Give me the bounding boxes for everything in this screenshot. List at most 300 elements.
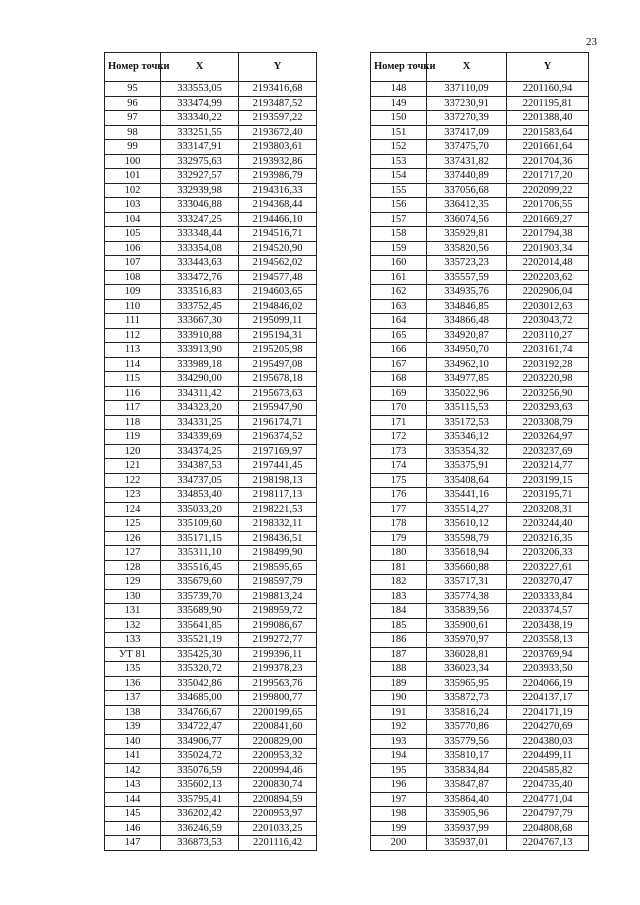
table-row xyxy=(105,227,317,242)
x-coordinate-cell: 332939,98 xyxy=(161,183,239,198)
x-coordinate-cell: 335598,79 xyxy=(427,531,507,546)
point-number-cell: 183 xyxy=(371,589,427,604)
table-row xyxy=(105,82,317,97)
table-row xyxy=(371,836,589,851)
point-number-cell: 148 xyxy=(371,82,427,97)
x-coordinate-cell: 335311,10 xyxy=(161,546,239,561)
y-coordinate-cell: 2203220,98 xyxy=(507,372,589,387)
x-coordinate-cell: 335847,87 xyxy=(427,778,507,793)
x-coordinate-cell: 335076,59 xyxy=(161,763,239,778)
table-row xyxy=(371,111,589,126)
table-row xyxy=(371,241,589,256)
x-coordinate-cell: 335042,86 xyxy=(161,676,239,691)
point-number-cell: 136 xyxy=(105,676,161,691)
point-number-cell: 168 xyxy=(371,372,427,387)
table-row xyxy=(105,241,317,256)
table-row xyxy=(371,720,589,735)
table-header-row xyxy=(371,53,589,82)
table-row xyxy=(105,734,317,749)
y-coordinate-cell: 2204771,04 xyxy=(507,792,589,807)
y-coordinate-cell: 2199272,77 xyxy=(239,633,317,648)
table-row xyxy=(371,415,589,430)
y-coordinate-cell: 2194562,02 xyxy=(239,256,317,271)
point-number-cell: 103 xyxy=(105,198,161,213)
x-coordinate-cell: 335717,31 xyxy=(427,575,507,590)
point-number-cell: 137 xyxy=(105,691,161,706)
x-coordinate-cell: 333472,76 xyxy=(161,270,239,285)
y-coordinate-cell: 2201583,64 xyxy=(507,125,589,140)
y-coordinate-cell: 2199086,67 xyxy=(239,618,317,633)
y-coordinate-cell: 2199800,77 xyxy=(239,691,317,706)
point-number-cell: 191 xyxy=(371,705,427,720)
x-coordinate-cell: 335425,30 xyxy=(161,647,239,662)
point-number-cell: 181 xyxy=(371,560,427,575)
point-number-cell: 142 xyxy=(105,763,161,778)
y-coordinate-cell: 2198499,90 xyxy=(239,546,317,561)
point-number-cell: 184 xyxy=(371,604,427,619)
table-row xyxy=(371,647,589,662)
point-number-cell: 200 xyxy=(371,836,427,851)
table-row xyxy=(105,198,317,213)
x-coordinate-cell: 335109,60 xyxy=(161,517,239,532)
table-row xyxy=(105,444,317,459)
point-number-cell: 192 xyxy=(371,720,427,735)
x-coordinate-cell: 334866,48 xyxy=(427,314,507,329)
point-number-cell: 155 xyxy=(371,183,427,198)
x-coordinate-cell: 335441,16 xyxy=(427,488,507,503)
y-coordinate-cell: 2201195,81 xyxy=(507,96,589,111)
table-row xyxy=(105,314,317,329)
point-number-cell: 131 xyxy=(105,604,161,619)
point-number-cell: 150 xyxy=(371,111,427,126)
y-coordinate-cell: 2203214,77 xyxy=(507,459,589,474)
point-number-cell: 180 xyxy=(371,546,427,561)
table-row xyxy=(371,531,589,546)
x-coordinate-cell: 334685,00 xyxy=(161,691,239,706)
point-number-cell: 100 xyxy=(105,154,161,169)
table-row xyxy=(371,386,589,401)
y-coordinate-cell: 2197169,97 xyxy=(239,444,317,459)
y-coordinate-cell: 2203110,27 xyxy=(507,328,589,343)
table-row xyxy=(371,169,589,184)
y-coordinate-cell: 2193932,86 xyxy=(239,154,317,169)
x-coordinate-cell: 336074,56 xyxy=(427,212,507,227)
y-coordinate-cell: 2204171,19 xyxy=(507,705,589,720)
y-coordinate-cell: 2203161,74 xyxy=(507,343,589,358)
table-row xyxy=(105,662,317,677)
point-number-cell: 105 xyxy=(105,227,161,242)
y-coordinate-cell: 2196374,52 xyxy=(239,430,317,445)
point-number-cell: 139 xyxy=(105,720,161,735)
x-coordinate-cell: 334374,25 xyxy=(161,444,239,459)
y-coordinate-cell: 2203769,94 xyxy=(507,647,589,662)
y-coordinate-cell: 2203374,57 xyxy=(507,604,589,619)
table-row xyxy=(371,401,589,416)
x-coordinate-cell: 333989,18 xyxy=(161,357,239,372)
x-coordinate-cell: 335970,97 xyxy=(427,633,507,648)
y-coordinate-cell: 2194516,71 xyxy=(239,227,317,242)
point-number-cell: 120 xyxy=(105,444,161,459)
x-coordinate-cell: 335820,56 xyxy=(427,241,507,256)
y-coordinate-cell: 2203293,63 xyxy=(507,401,589,416)
point-number-cell: 111 xyxy=(105,314,161,329)
x-coordinate-cell: 335516,45 xyxy=(161,560,239,575)
point-number-cell: 130 xyxy=(105,589,161,604)
coordinates-table-left xyxy=(104,52,317,851)
table-row xyxy=(105,691,317,706)
table-row xyxy=(105,676,317,691)
table-row xyxy=(105,821,317,836)
y-coordinate-cell: 2203208,31 xyxy=(507,502,589,517)
x-coordinate-cell: 337056,68 xyxy=(427,183,507,198)
table-row xyxy=(371,749,589,764)
x-coordinate-cell: 335689,90 xyxy=(161,604,239,619)
y-coordinate-cell: 2203012,63 xyxy=(507,299,589,314)
x-coordinate-cell: 333913,90 xyxy=(161,343,239,358)
y-header: Y xyxy=(507,53,589,82)
table-row xyxy=(371,270,589,285)
y-coordinate-cell: 2200199,65 xyxy=(239,705,317,720)
x-coordinate-cell: 333046,88 xyxy=(161,198,239,213)
point-number-cell: 95 xyxy=(105,82,161,97)
table-row xyxy=(371,560,589,575)
x-coordinate-cell: 333348,44 xyxy=(161,227,239,242)
table-row xyxy=(371,459,589,474)
y-coordinate-cell: 2198332,11 xyxy=(239,517,317,532)
y-coordinate-cell: 2204270,69 xyxy=(507,720,589,735)
table-row xyxy=(371,256,589,271)
x-coordinate-cell: 335375,91 xyxy=(427,459,507,474)
point-number-cell: 96 xyxy=(105,96,161,111)
y-coordinate-cell: 2202906,04 xyxy=(507,285,589,300)
point-number-cell: 186 xyxy=(371,633,427,648)
x-coordinate-cell: 336023,34 xyxy=(427,662,507,677)
y-coordinate-cell: 2201661,64 xyxy=(507,140,589,155)
x-coordinate-cell: 333247,25 xyxy=(161,212,239,227)
point-number-cell: 102 xyxy=(105,183,161,198)
table-header-row xyxy=(105,53,317,82)
table-row xyxy=(371,604,589,619)
y-coordinate-cell: 2203195,71 xyxy=(507,488,589,503)
y-coordinate-cell: 2203933,50 xyxy=(507,662,589,677)
y-coordinate-cell: 2201794,38 xyxy=(507,227,589,242)
x-coordinate-cell: 335618,94 xyxy=(427,546,507,561)
table-row xyxy=(371,546,589,561)
point-number-cell: 196 xyxy=(371,778,427,793)
x-coordinate-cell: 337417,09 xyxy=(427,125,507,140)
point-number-cell: 101 xyxy=(105,169,161,184)
table-row xyxy=(105,473,317,488)
point-number-cell: 116 xyxy=(105,386,161,401)
x-coordinate-cell: 337431,82 xyxy=(427,154,507,169)
point-number-cell: УТ 81 xyxy=(105,647,161,662)
x-header: X xyxy=(427,53,507,82)
point-number-cell: 198 xyxy=(371,807,427,822)
y-header: Y xyxy=(239,53,317,82)
x-coordinate-cell: 335354,32 xyxy=(427,444,507,459)
x-coordinate-cell: 333667,30 xyxy=(161,314,239,329)
point-number-cell: 123 xyxy=(105,488,161,503)
y-coordinate-cell: 2204767,13 xyxy=(507,836,589,851)
x-coordinate-cell: 335774,38 xyxy=(427,589,507,604)
table-row xyxy=(105,502,317,517)
table-row xyxy=(105,546,317,561)
y-coordinate-cell: 2193803,61 xyxy=(239,140,317,155)
table-row xyxy=(105,575,317,590)
y-coordinate-cell: 2200953,32 xyxy=(239,749,317,764)
point-number-cell: 112 xyxy=(105,328,161,343)
y-coordinate-cell: 2196174,71 xyxy=(239,415,317,430)
x-coordinate-cell: 333910,88 xyxy=(161,328,239,343)
y-coordinate-cell: 2203237,69 xyxy=(507,444,589,459)
y-coordinate-cell: 2201160,94 xyxy=(507,82,589,97)
table-row xyxy=(105,633,317,648)
x-coordinate-cell: 334962,10 xyxy=(427,357,507,372)
table-row xyxy=(105,256,317,271)
y-coordinate-cell: 2200994,46 xyxy=(239,763,317,778)
point-number-cell: 126 xyxy=(105,531,161,546)
x-coordinate-cell: 335900,61 xyxy=(427,618,507,633)
y-coordinate-cell: 2204808,68 xyxy=(507,821,589,836)
x-coordinate-cell: 335521,19 xyxy=(161,633,239,648)
x-coordinate-cell: 335602,13 xyxy=(161,778,239,793)
point-number-cell: 178 xyxy=(371,517,427,532)
table-row xyxy=(371,430,589,445)
x-coordinate-cell: 334722,47 xyxy=(161,720,239,735)
table-row xyxy=(105,647,317,662)
point-number-cell: 170 xyxy=(371,401,427,416)
x-coordinate-cell: 335115,53 xyxy=(427,401,507,416)
x-coordinate-cell: 335660,88 xyxy=(427,560,507,575)
point-number-cell: 182 xyxy=(371,575,427,590)
table-row xyxy=(105,430,317,445)
x-header: X xyxy=(161,53,239,82)
table-row xyxy=(105,386,317,401)
y-coordinate-cell: 2198198,13 xyxy=(239,473,317,488)
table-row xyxy=(105,763,317,778)
y-coordinate-cell: 2204797,79 xyxy=(507,807,589,822)
point-number-cell: 151 xyxy=(371,125,427,140)
table-row xyxy=(371,821,589,836)
y-coordinate-cell: 2194577,48 xyxy=(239,270,317,285)
y-coordinate-cell: 2195099,11 xyxy=(239,314,317,329)
point-number-cell: 127 xyxy=(105,546,161,561)
x-coordinate-cell: 333340,22 xyxy=(161,111,239,126)
y-coordinate-cell: 2203216,35 xyxy=(507,531,589,546)
x-coordinate-cell: 332927,57 xyxy=(161,169,239,184)
coordinates-table-left-body xyxy=(105,82,317,851)
point-number-cell: 104 xyxy=(105,212,161,227)
point-number-cell: 145 xyxy=(105,807,161,822)
y-coordinate-cell: 2203270,47 xyxy=(507,575,589,590)
x-coordinate-cell: 334737,05 xyxy=(161,473,239,488)
point-number-cell: 172 xyxy=(371,430,427,445)
table-row xyxy=(105,618,317,633)
x-coordinate-cell: 335965,95 xyxy=(427,676,507,691)
x-coordinate-cell: 335816,24 xyxy=(427,705,507,720)
point-number-cell: 146 xyxy=(105,821,161,836)
y-coordinate-cell: 2203558,13 xyxy=(507,633,589,648)
point-number-cell: 154 xyxy=(371,169,427,184)
point-number-cell: 160 xyxy=(371,256,427,271)
point-number-cell: 143 xyxy=(105,778,161,793)
point-number-cell: 138 xyxy=(105,705,161,720)
x-coordinate-cell: 334331,25 xyxy=(161,415,239,430)
table-row xyxy=(371,763,589,778)
table-row xyxy=(105,807,317,822)
point-number-cell: 194 xyxy=(371,749,427,764)
x-coordinate-cell: 335723,23 xyxy=(427,256,507,271)
table-row xyxy=(371,691,589,706)
y-coordinate-cell: 2203308,79 xyxy=(507,415,589,430)
point-number-cell: 132 xyxy=(105,618,161,633)
point-number-cell: 129 xyxy=(105,575,161,590)
point-number-cell: 193 xyxy=(371,734,427,749)
y-coordinate-cell: 2199396,11 xyxy=(239,647,317,662)
point-number-cell: 156 xyxy=(371,198,427,213)
x-coordinate-cell: 335408,64 xyxy=(427,473,507,488)
y-coordinate-cell: 2198959,72 xyxy=(239,604,317,619)
y-coordinate-cell: 2202014,48 xyxy=(507,256,589,271)
point-number-cell: 110 xyxy=(105,299,161,314)
x-coordinate-cell: 335905,96 xyxy=(427,807,507,822)
y-coordinate-cell: 2200894,59 xyxy=(239,792,317,807)
x-coordinate-cell: 334853,40 xyxy=(161,488,239,503)
x-coordinate-cell: 335514,27 xyxy=(427,502,507,517)
y-coordinate-cell: 2203438,19 xyxy=(507,618,589,633)
y-coordinate-cell: 2193416,68 xyxy=(239,82,317,97)
x-coordinate-cell: 333354,08 xyxy=(161,241,239,256)
table-row xyxy=(105,531,317,546)
y-coordinate-cell: 2195947,90 xyxy=(239,401,317,416)
x-coordinate-cell: 335937,01 xyxy=(427,836,507,851)
point-number-cell: 98 xyxy=(105,125,161,140)
x-coordinate-cell: 333752,45 xyxy=(161,299,239,314)
point-number-cell: 164 xyxy=(371,314,427,329)
x-coordinate-cell: 334935,76 xyxy=(427,285,507,300)
x-coordinate-cell: 335610,12 xyxy=(427,517,507,532)
y-coordinate-cell: 2204066,19 xyxy=(507,676,589,691)
table-row xyxy=(105,328,317,343)
point-number-cell: 175 xyxy=(371,473,427,488)
x-coordinate-cell: 333147,91 xyxy=(161,140,239,155)
y-coordinate-cell: 2202203,62 xyxy=(507,270,589,285)
point-number-cell: 140 xyxy=(105,734,161,749)
point-number-cell: 117 xyxy=(105,401,161,416)
point-number-cell: 118 xyxy=(105,415,161,430)
x-coordinate-cell: 335024,72 xyxy=(161,749,239,764)
x-coordinate-cell: 337230,91 xyxy=(427,96,507,111)
y-coordinate-cell: 2201669,27 xyxy=(507,212,589,227)
table-row xyxy=(371,314,589,329)
y-coordinate-cell: 2194846,02 xyxy=(239,299,317,314)
y-coordinate-cell: 2198597,79 xyxy=(239,575,317,590)
table-row xyxy=(371,676,589,691)
point-number-cell: 158 xyxy=(371,227,427,242)
table-row xyxy=(105,517,317,532)
table-row xyxy=(105,125,317,140)
point-number-cell: 177 xyxy=(371,502,427,517)
point-number-cell: 152 xyxy=(371,140,427,155)
table-row xyxy=(371,183,589,198)
x-coordinate-cell: 333474,99 xyxy=(161,96,239,111)
table-row xyxy=(105,212,317,227)
x-coordinate-cell: 337270,39 xyxy=(427,111,507,126)
y-coordinate-cell: 2195678,18 xyxy=(239,372,317,387)
point-number-cell: 169 xyxy=(371,386,427,401)
table-row xyxy=(371,488,589,503)
x-coordinate-cell: 335810,17 xyxy=(427,749,507,764)
x-coordinate-cell: 335937,99 xyxy=(427,821,507,836)
point-number-cell: 161 xyxy=(371,270,427,285)
x-coordinate-cell: 334920,87 xyxy=(427,328,507,343)
table-row xyxy=(371,299,589,314)
table-row xyxy=(371,285,589,300)
table-row xyxy=(105,285,317,300)
table-row xyxy=(371,96,589,111)
table-row xyxy=(105,792,317,807)
y-coordinate-cell: 2193672,40 xyxy=(239,125,317,140)
table-row xyxy=(371,357,589,372)
y-coordinate-cell: 2201033,25 xyxy=(239,821,317,836)
y-coordinate-cell: 2201717,20 xyxy=(507,169,589,184)
point-number-cell: 124 xyxy=(105,502,161,517)
coordinates-table-right xyxy=(370,52,589,851)
table-row xyxy=(371,589,589,604)
point-number-cell: 163 xyxy=(371,299,427,314)
table-row xyxy=(371,502,589,517)
x-coordinate-cell: 333553,05 xyxy=(161,82,239,97)
x-coordinate-cell: 332975,63 xyxy=(161,154,239,169)
table-row xyxy=(371,705,589,720)
table-row xyxy=(371,372,589,387)
x-coordinate-cell: 336028,81 xyxy=(427,647,507,662)
x-coordinate-cell: 335770,86 xyxy=(427,720,507,735)
y-coordinate-cell: 2203043,72 xyxy=(507,314,589,329)
y-coordinate-cell: 2200830,74 xyxy=(239,778,317,793)
y-coordinate-cell: 2203199,15 xyxy=(507,473,589,488)
table-row xyxy=(105,154,317,169)
table-row xyxy=(105,401,317,416)
y-coordinate-cell: 2198436,51 xyxy=(239,531,317,546)
y-coordinate-cell: 2194520,90 xyxy=(239,241,317,256)
x-coordinate-cell: 336873,53 xyxy=(161,836,239,851)
page-number: 23 xyxy=(586,36,597,48)
point-number-cell: 162 xyxy=(371,285,427,300)
y-coordinate-cell: 2201903,34 xyxy=(507,241,589,256)
y-coordinate-cell: 2201116,42 xyxy=(239,836,317,851)
x-coordinate-cell: 335033,20 xyxy=(161,502,239,517)
table-row xyxy=(105,836,317,851)
point-number-cell: 159 xyxy=(371,241,427,256)
table-row xyxy=(105,357,317,372)
table-row xyxy=(105,96,317,111)
y-coordinate-cell: 2204735,40 xyxy=(507,778,589,793)
x-coordinate-cell: 333251,55 xyxy=(161,125,239,140)
y-coordinate-cell: 2203244,40 xyxy=(507,517,589,532)
table-row xyxy=(371,154,589,169)
y-coordinate-cell: 2201388,40 xyxy=(507,111,589,126)
point-number-cell: 128 xyxy=(105,560,161,575)
x-coordinate-cell: 337475,70 xyxy=(427,140,507,155)
y-coordinate-cell: 2195673,63 xyxy=(239,386,317,401)
y-coordinate-cell: 2204380,03 xyxy=(507,734,589,749)
point-number-cell: 185 xyxy=(371,618,427,633)
point-number-cell: 114 xyxy=(105,357,161,372)
table-row xyxy=(371,343,589,358)
point-number-header: Номер точки xyxy=(105,53,161,82)
x-coordinate-cell: 335557,59 xyxy=(427,270,507,285)
